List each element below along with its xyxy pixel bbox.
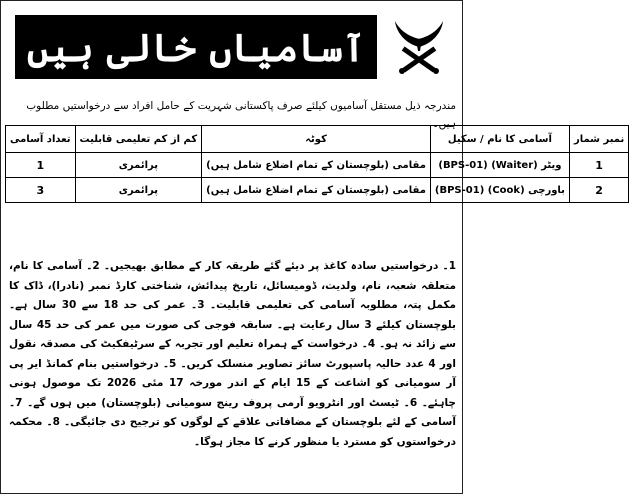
cell-count: 1 xyxy=(6,153,76,178)
ad-header xyxy=(7,7,458,91)
cell-quota: مقامی (بلوچستان کے تمام اضلاع شامل ہیں) xyxy=(202,153,431,178)
col-quota: کوٹہ xyxy=(202,126,431,153)
col-count: تعداد آسامی xyxy=(6,126,76,153)
cell-count: 3 xyxy=(6,178,76,203)
cell-qualification: پرائمری xyxy=(75,178,202,203)
cell-post-name: باورچی (Cook) (BPS-01) xyxy=(430,178,569,203)
col-qualification: کم از کم تعلیمی قابلیت xyxy=(75,126,202,153)
cell-quota: مقامی (بلوچستان کے تمام اضلاع شامل ہیں) xyxy=(202,178,431,203)
table-header-row xyxy=(6,126,629,153)
cell-serial: 2 xyxy=(569,178,628,203)
intro-text: مندرجہ ذیل مستقل آسامیوں کیلئے صرف پاکستانی شہریت کے حامل افراد سے درخواستیں مطلوب ہیں۔ xyxy=(26,100,456,130)
cell-post-name: ویٹر (Waiter) (BPS-01) xyxy=(430,153,569,178)
army-emblem-icon xyxy=(386,17,452,83)
page-title: آسامیاں خالی ہیں xyxy=(26,24,366,70)
table-row xyxy=(6,178,629,203)
col-post-name: آسامی کا نام / سکیل xyxy=(430,126,569,153)
table-row xyxy=(6,153,629,178)
cell-qualification: پرائمری xyxy=(75,153,202,178)
vacancy-table xyxy=(5,125,629,203)
col-serial: نمبر شمار xyxy=(569,126,628,153)
title-banner xyxy=(15,15,377,79)
cell-serial: 1 xyxy=(569,153,628,178)
terms-and-conditions: 1۔ درخواستیں سادہ کاغذ پر دیئے گئے طریقہ کار کے مطابق بھیجیں۔ 2۔ آسامی کا نام، متعلقہ شعبہ، نام، ولدیت، ڈومیسائل، تاریخ پیدائش، شناختی کارڈ نمبر (نادرا)، ڈاک کا مکمل پتہ، مطلوبہ آسامی کی تعلیمی قابلیت۔ 3۔ عمر کی حد 18 سے 30 سال ہے۔ بلوچستان کیلئے 3 سال رعایت ہے۔ سابقہ فوجی کی صورت میں عمر کی حد 45 سال سے زائد نہ ہو۔ 4۔ درخواست کے ہمراہ تعلیم اور تجربہ کے سرٹیفکیٹ کی مصدقہ نقول اور 4 عدد حالیہ پاسپورٹ سائز تصاویر منسلک کریں۔ 5۔ درخواستیں بنام کمانڈ ایر پی آر سومیانی کو اشاعت کے 15 ایام کے اندر مورخہ 17 مئی 2026 تک موصول ہونی چاہئے۔ 6۔ ٹیسٹ اور انٹرویو آرمی پروف رینج سومیانی (بلوچستان) میں ہوں گے۔ 7۔ آسامی کے لئے بلوچستان کے مضافاتی علاقے کے لوگوں کو ترجیح دی جائیگی۔ 8۔ محکمہ درخواستوں کو مسترد یا منظور کرنے کا مجاز ہوگا۔ xyxy=(9,260,457,448)
